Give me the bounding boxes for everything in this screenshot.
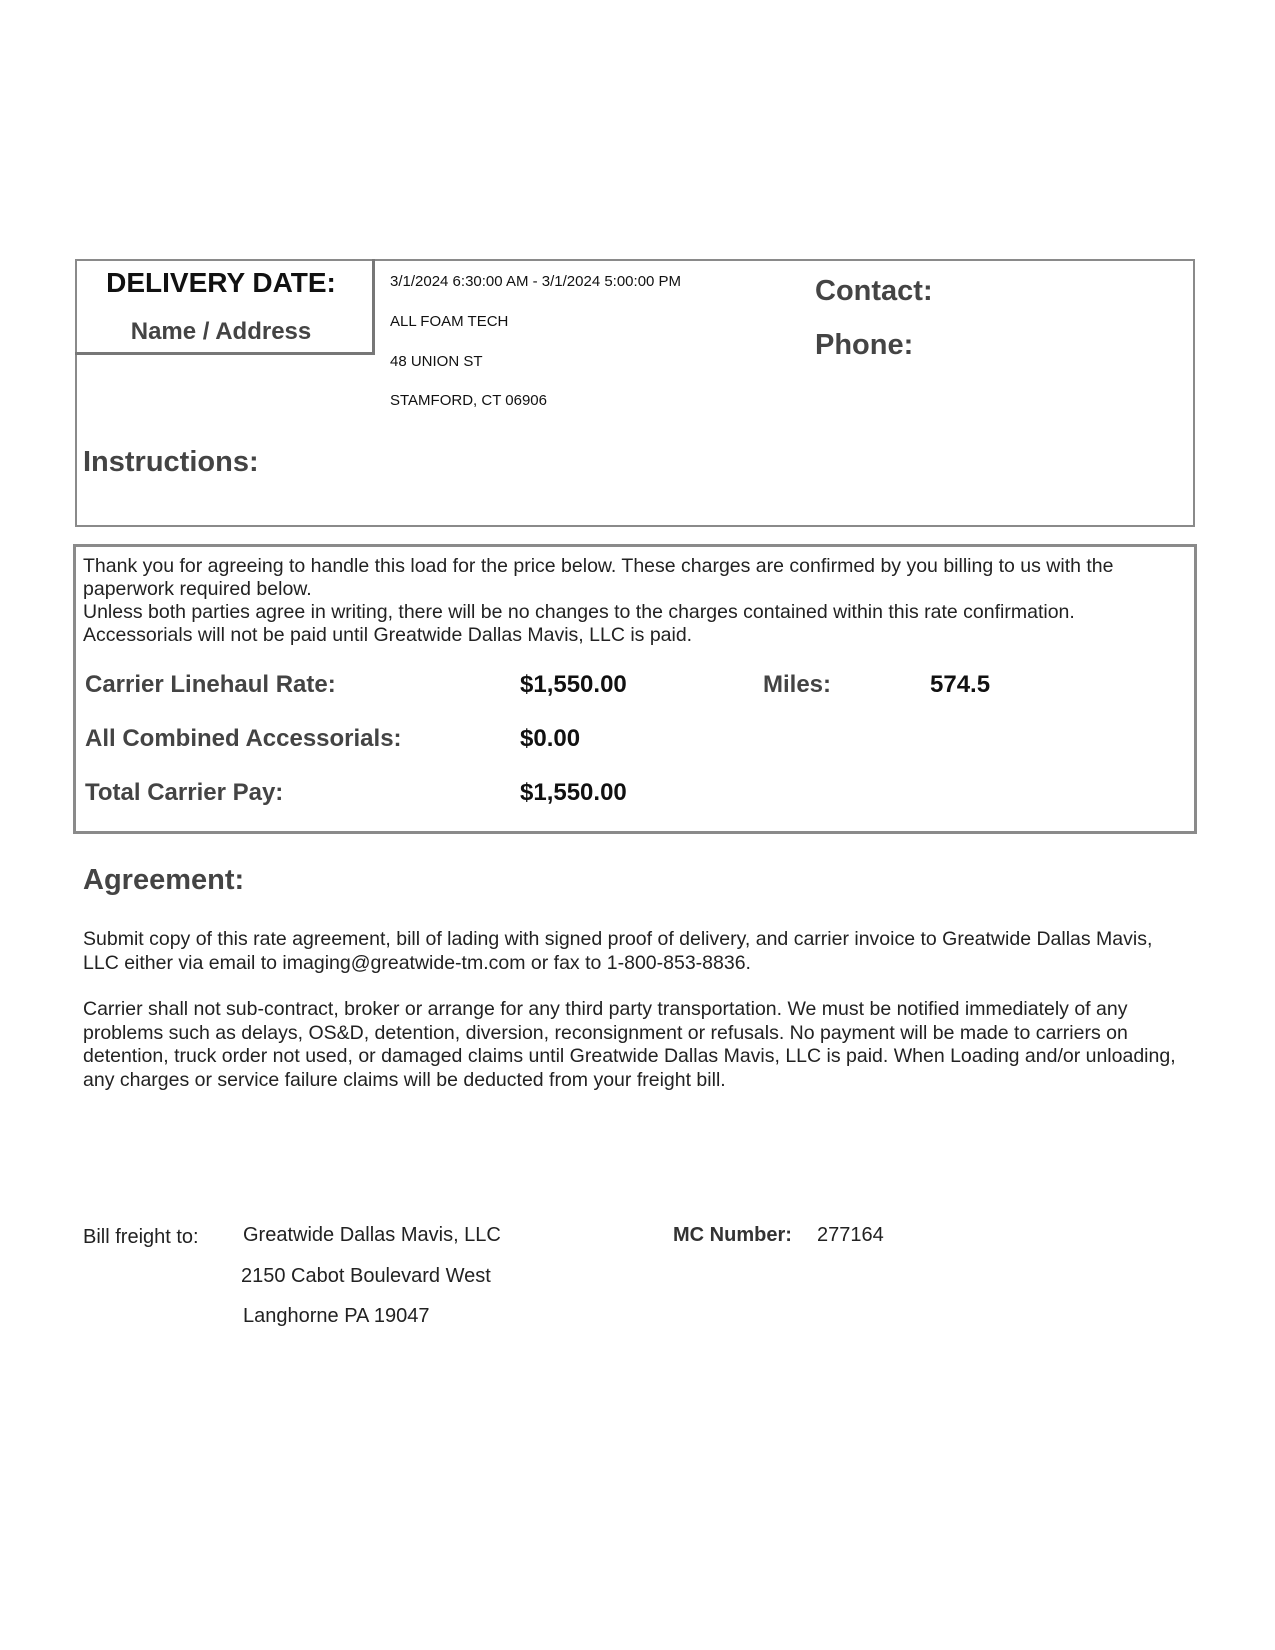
name-address-label: Name / Address <box>130 318 312 345</box>
total-carrier-pay-label: Total Carrier Pay: <box>85 779 284 806</box>
bill-street: 2150 Cabot Boulevard West <box>241 1265 491 1287</box>
rate-intro-line2: Unless both parties agree in writing, there will be no changes to the charges contained within this rate confirmation. <box>83 601 1075 623</box>
rate-intro <box>83 555 1193 647</box>
linehaul-rate-label: Carrier Linehaul Rate: <box>85 671 336 698</box>
delivery-city-state-zip: STAMFORD, CT 06906 <box>390 392 547 409</box>
mc-number-label: MC Number: <box>673 1224 792 1246</box>
linehaul-rate-value: $1,550.00 <box>520 671 627 698</box>
delivery-date-label: DELIVERY DATE: <box>106 267 336 298</box>
delivery-date-range: 3/1/2024 6:30:00 AM - 3/1/2024 5:00:00 PM <box>390 273 682 290</box>
miles-value: 574.5 <box>930 671 991 698</box>
phone-label: Phone: <box>815 329 914 361</box>
miles-label: Miles: <box>763 671 832 698</box>
bill-company: Greatwide Dallas Mavis, LLC <box>243 1224 501 1246</box>
delivery-company: ALL FOAM TECH <box>390 313 509 330</box>
agreement-paragraph-submit: Submit copy of this rate agreement, bill of lading with signed proof of delivery, and carrier invoice to Greatwide Dallas Mavis, LLC either via email to imaging@greatwide-tm.com or fax to 1-800-853-8836. <box>83 928 1153 974</box>
mc-number-value: 277164 <box>817 1224 884 1246</box>
contact-label: Contact: <box>815 275 933 307</box>
agreement-paragraph-terms: Carrier shall not sub-contract, broker or arrange for any third party transportation. We must be notified immediately of any problems such as delays, OS&D, detention, diversion, reconsignment or refusals. No payment will be made to carriers on detention, truck order not used, or damaged claims until Greatwide Dallas Mavis, LLC is paid. When Loading and/or unloading, any charges or service failure claims will be deducted from your freight bill. <box>83 998 1176 1091</box>
bill-freight-label: Bill freight to: <box>83 1226 199 1248</box>
instructions-label: Instructions: <box>83 446 259 478</box>
total-carrier-pay-value: $1,550.00 <box>520 779 627 806</box>
bill-city-state-zip: Langhorne PA 19047 <box>243 1305 430 1327</box>
delivery-street: 48 UNION ST <box>390 353 483 370</box>
accessorials-value: $0.00 <box>520 725 581 752</box>
accessorials-label: All Combined Accessorials: <box>85 725 402 752</box>
rate-intro-line1: Thank you for agreeing to handle this load for the price below. These charges are confirmed by you billing to us with the paperwork required below. <box>83 555 1114 600</box>
rate-intro-line3: Accessorials will not be paid until Greatwide Dallas Mavis, LLC is paid. <box>83 624 693 646</box>
agreement-title: Agreement: <box>83 864 245 896</box>
